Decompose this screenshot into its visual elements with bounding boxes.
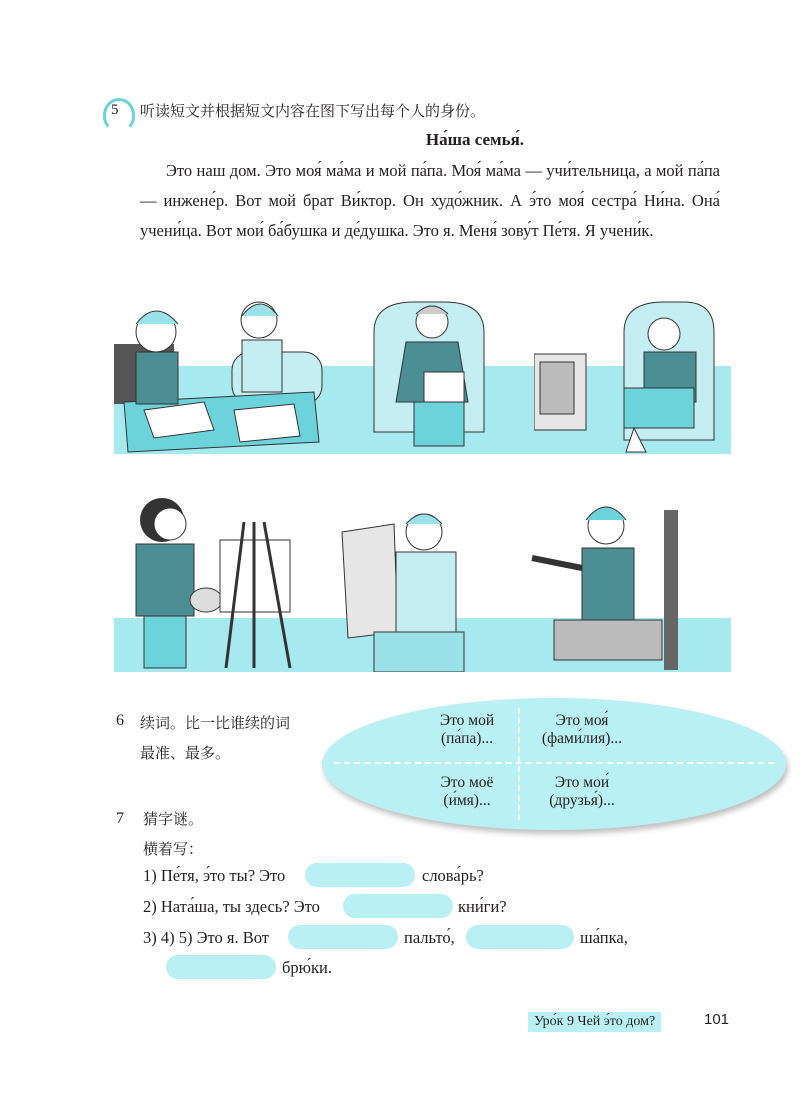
illustration-strip-top: [114, 292, 731, 454]
illustration-teacher: [514, 492, 731, 672]
puzzle-line-3-mid: пальто́,: [404, 928, 455, 947]
answer-blank-2[interactable]: [343, 894, 453, 918]
oval-cell-moi-plural: Это мои́ (друзья́)...: [549, 774, 615, 809]
answer-blank-5[interactable]: [166, 955, 276, 979]
illustration-grandmother: [364, 292, 504, 454]
exercise-7-subtitle: 横着写：: [143, 840, 204, 858]
oval-cell-moi: Это мой (па́па)...: [439, 712, 495, 747]
story-paragraph: Это наш дом. Это моя́ ма́ма и мой па́па. Моя́ ма́ма — учи́тельница, а мой па́па — инжене́р. Вот мой брат Ви́ктор. Он худо́жник. А э́то моя́ сестра́ Ни́на. Она́ учени́ца. Вот мои́ ба́бушка и де́душка. Это я. Меня́ зову́т Пе́тя. Я учени́к.: [140, 161, 720, 240]
illustration-strip-bottom: [114, 492, 731, 672]
page-number: 101: [704, 1011, 730, 1028]
exercise-6-instruction: 续词。比一比谁续的词 最准、最多。: [140, 714, 291, 762]
puzzle-line-1-end: слова́рь?: [422, 866, 484, 885]
headphones-icon: [103, 96, 133, 132]
lesson-footer: Уро́к 9 Чей э́то дом?: [528, 1012, 661, 1032]
story-title: На́ша семья́.: [425, 130, 525, 149]
exercise-5-number: 5: [111, 102, 119, 118]
illustration-grandfather-tv: [534, 292, 731, 454]
oval-cell-moya: Это моя́ (фами́лия)...: [541, 712, 623, 747]
answer-blank-4[interactable]: [466, 925, 574, 949]
oval-cell-moyo: Это моё (и́мя)...: [440, 774, 494, 809]
exercise-7-title: 猜字谜。: [143, 810, 204, 828]
illustration-father: [334, 492, 474, 672]
puzzle-line-1: 1) Пе́тя, э́то ты? Это: [143, 866, 286, 885]
puzzle-line-2-end: кни́ги?: [458, 897, 507, 916]
puzzle-line-3: 3) 4) 5) Это я. Вот: [143, 928, 269, 947]
answer-blank-3[interactable]: [288, 925, 398, 949]
illustration-artist: [114, 492, 324, 672]
exercise-5-instruction: 听读短文并根据短文内容在图下写出每个人的身份。: [140, 102, 486, 120]
illustration-students: [114, 292, 324, 454]
puzzle-line-2: 2) Ната́ша, ты здесь? Это: [143, 897, 320, 916]
puzzle-line-4-end: брю́ки.: [282, 958, 332, 977]
puzzle-line-3-end: ша́пка,: [580, 928, 628, 947]
word-oval: [322, 698, 786, 830]
exercise-7-number: 7: [116, 810, 124, 827]
exercise-6-number: 6: [116, 712, 124, 729]
answer-blank-1[interactable]: [305, 863, 415, 887]
